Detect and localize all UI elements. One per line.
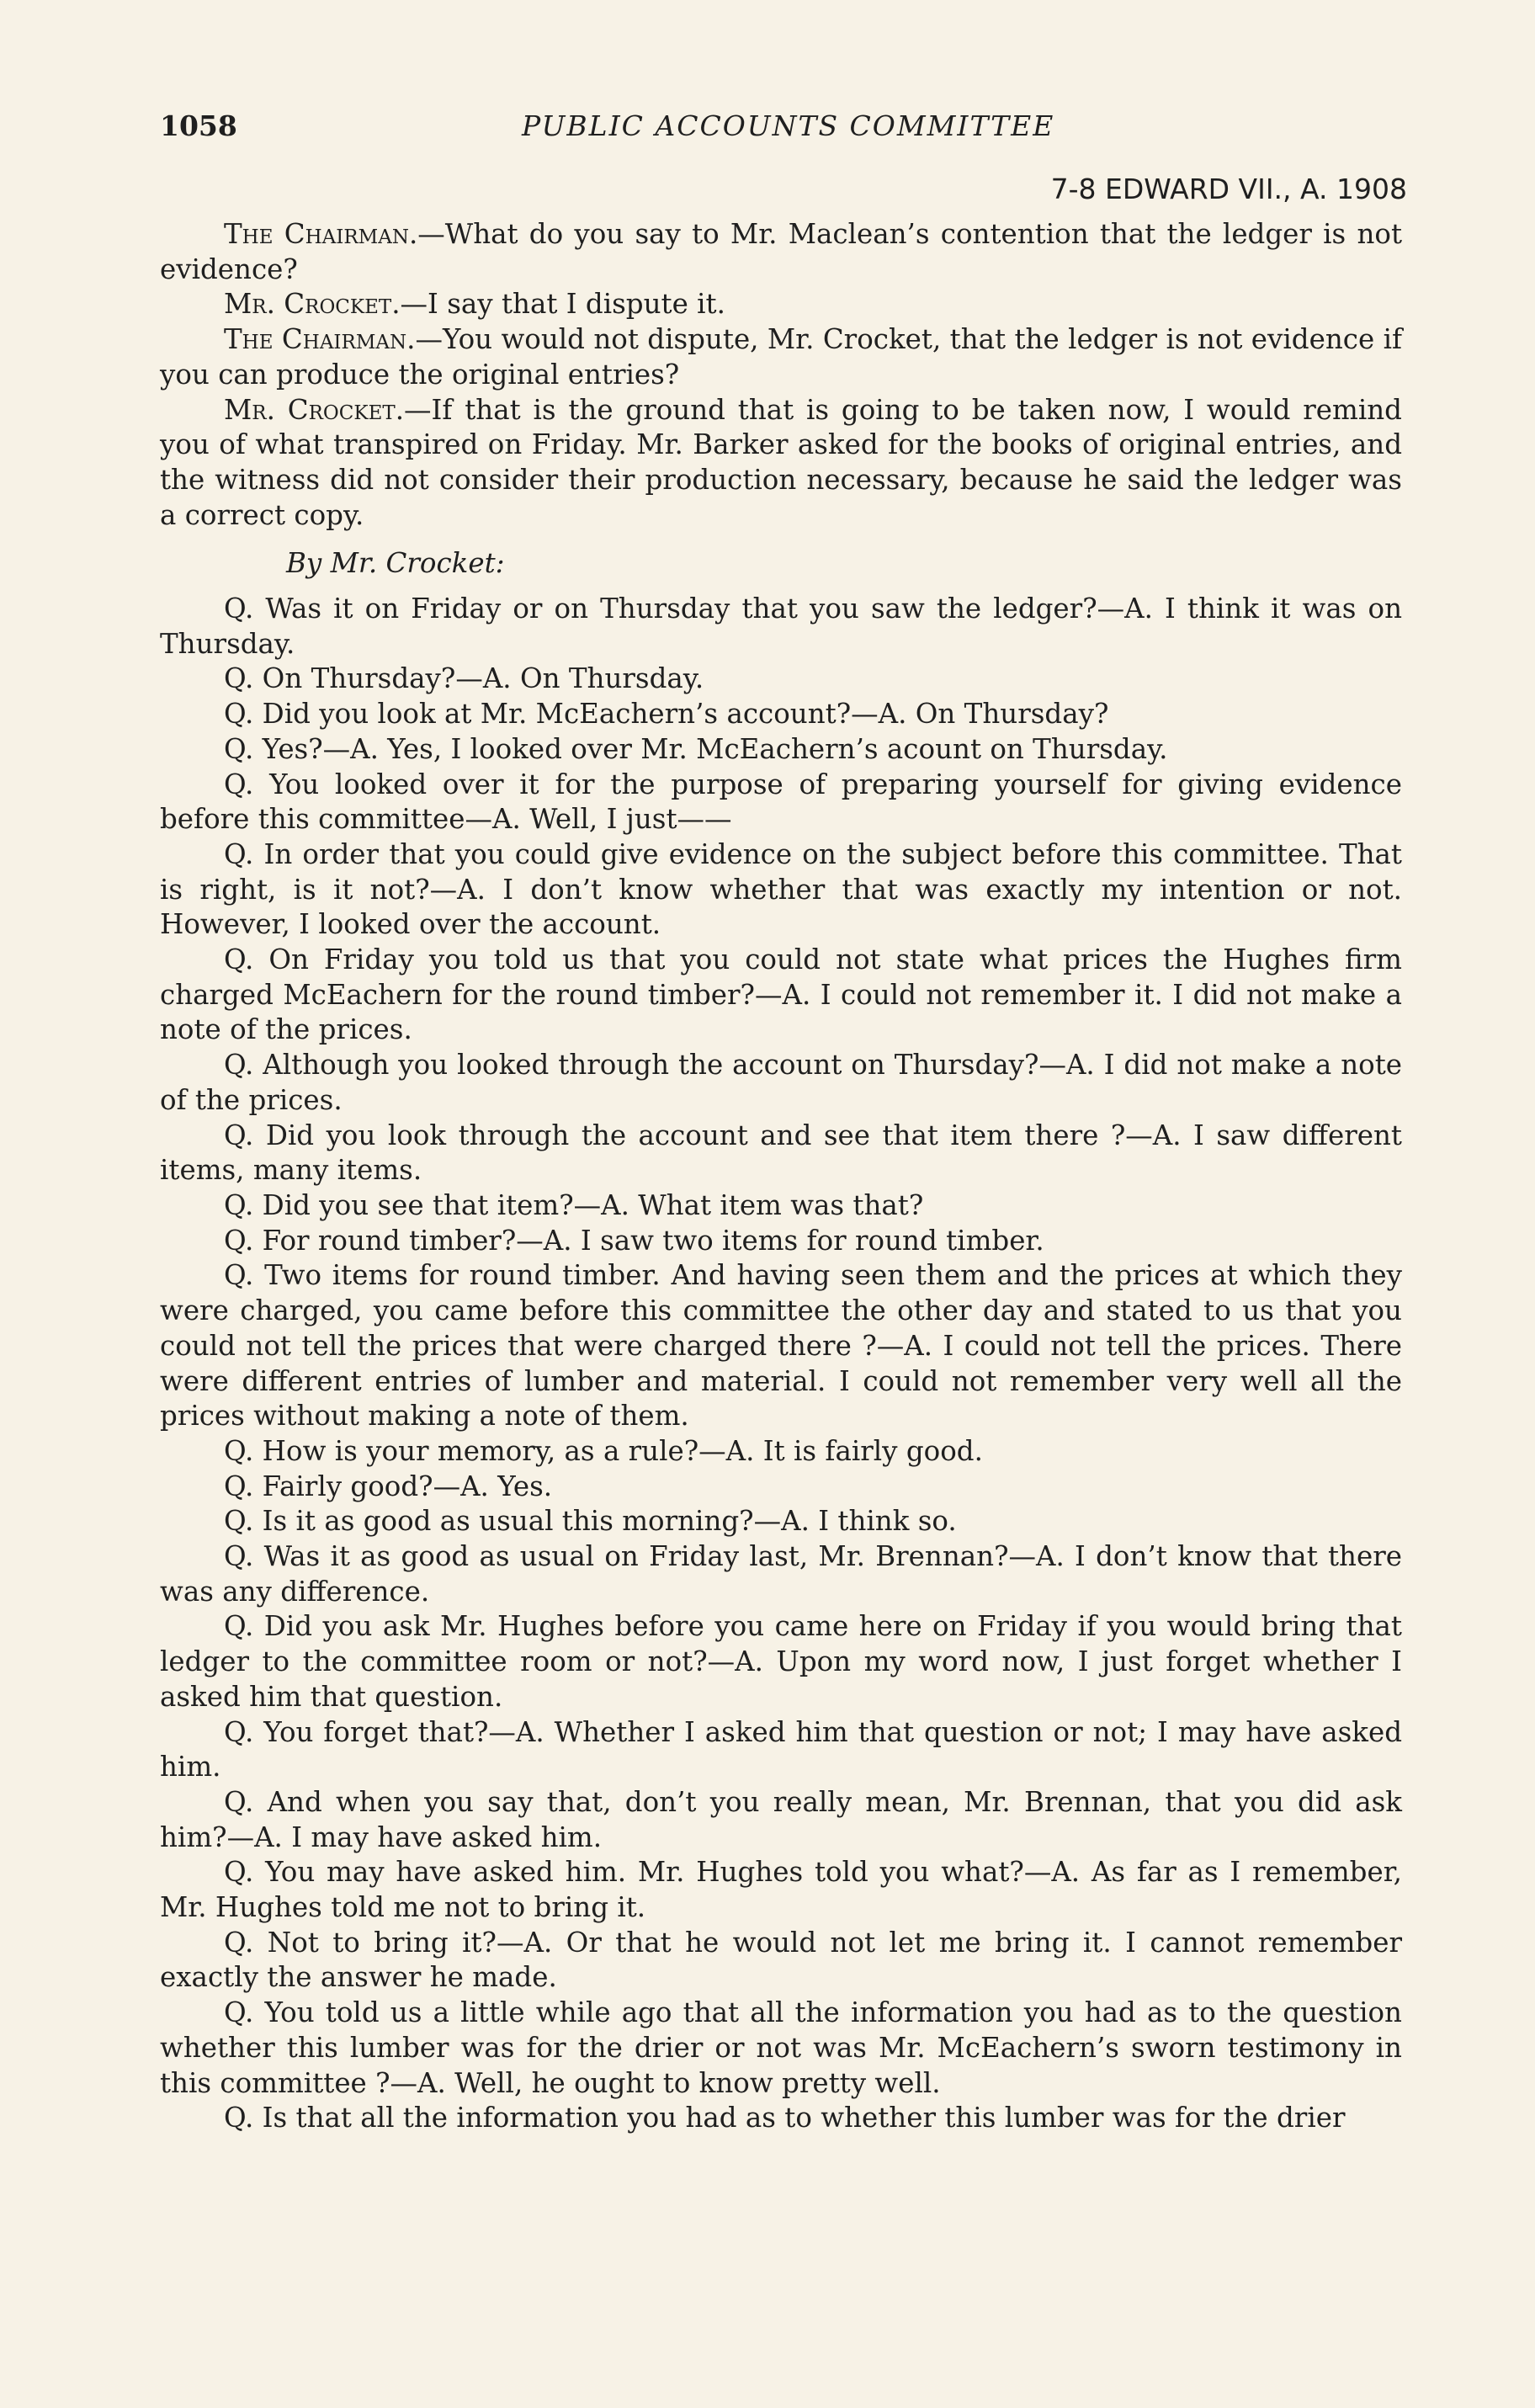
paragraph xyxy=(160,217,1402,287)
qa-paragraph: Q. Not to bring it?—A. Or that he would not let me bring it. I cannot remember exactly the answer he made. xyxy=(160,1926,1402,1994)
qa-paragraph: Q. Yes?—A. Yes, I looked over Mr. McEachern’s acount on Thursday. xyxy=(224,732,1168,765)
page-body xyxy=(160,217,1402,2136)
paragraph-text: .—If that is the ground that is going to be taken now, I would remind you of what transpired on Friday. Mr. Barker asked for the books of original entries, and the witness did not consider their production necessary, because he said the ledger was a correct copy. xyxy=(160,393,1402,531)
qa-paragraph: Q. Is that all the information you had as to whether this lumber was for the drier xyxy=(224,2102,1346,2134)
qa-paragraph: Q. You forget that?—A. Whether I asked him that question or not; I may have asked him. xyxy=(160,1715,1402,1783)
qa-paragraph: Q. Did you look through the account and see that item there ?—A. I saw different items, many items. xyxy=(160,1119,1402,1187)
paragraph-text: .—You would not dispute, Mr. Crocket, that the ledger is not evidence if you can produce the original entries? xyxy=(160,323,1402,391)
qa-paragraph: Q. In order that you could give evidence on the subject before this committee. That is right, is it not?—A. I don’t know whether that was exactly my intention or not. However, I looked over the account. xyxy=(160,837,1402,941)
qa-paragraph: Q. You may have asked him. Mr. Hughes told you what?—A. As far as I remember, Mr. Hughes told me not to bring it. xyxy=(160,1856,1402,1924)
qa-paragraph: Q. Was it on Friday or on Thursday that you saw the ledger?—A. I think it was on Thursday. xyxy=(160,593,1402,660)
qa-paragraph: Q. Was it as good as usual on Friday last, Mr. Brennan?—A. I don’t know that there was any difference. xyxy=(160,1540,1402,1608)
speaker-name: The Chairman xyxy=(224,218,409,250)
section-heading: By Mr. Crocket: xyxy=(286,547,505,580)
qa-paragraph: Q. Although you looked through the account on Thursday?—A. I did not make a note of the prices. xyxy=(160,1049,1402,1116)
paragraph xyxy=(160,287,1402,322)
qa-paragraph: Q. You looked over it for the purpose of preparing yourself for giving evidence before this committee—A. Well, I just—— xyxy=(160,768,1402,836)
speaker-name: Mr. Crocket xyxy=(224,288,392,321)
qa-paragraph: Q. Is it as good as usual this morning?—A. I think so. xyxy=(224,1505,957,1538)
qa-paragraph: Q. For round timber?—A. I saw two items for round timber. xyxy=(224,1224,1044,1257)
running-title: PUBLIC ACCOUNTS COMMITTEE xyxy=(522,109,1055,142)
qa-paragraph: Q. On Friday you told us that you could not state what prices the Hughes firm charged McEachern for the round timber?—A. I could not remember it. I did not make a note of the prices. xyxy=(160,944,1402,1046)
session-info: 7-8 EDWARD VII., A. 1908 xyxy=(1050,173,1407,205)
speaker-name: The Chairman xyxy=(224,323,407,356)
qa-paragraph: Q. And when you say that, don’t you really mean, Mr. Brennan, that you did ask him?—A. I may have asked him. xyxy=(160,1785,1402,1853)
qa-paragraph: Q. Fairly good?—A. Yes. xyxy=(224,1470,553,1502)
qa-paragraph: Q. On Thursday?—A. On Thursday. xyxy=(224,662,704,695)
page-number: 1058 xyxy=(160,109,237,142)
paragraph xyxy=(160,393,1402,534)
qa-paragraph: Q. Did you look at Mr. McEachern’s account?—A. On Thursday? xyxy=(224,698,1109,731)
qa-paragraph: Q. Did you ask Mr. Hughes before you came here on Friday if you would bring that ledger to the committee room or not?—A. Upon my word now, I just forget whether I asked him that question. xyxy=(160,1610,1402,1713)
qa-paragraph: Q. Did you see that item?—A. What item was that? xyxy=(224,1188,924,1221)
qa-paragraph: Q. How is your memory, as a rule?—A. It is fairly good. xyxy=(224,1434,983,1467)
paragraph-text: .—I say that I dispute it. xyxy=(391,288,725,321)
qa-paragraph: Q. Two items for round timber. And having seen them and the prices at which they were charged, you came before this committee the other day and stated to us that you could not tell the prices that were charged there ?—A. I could not tell the prices. There were different entries of lumber and material. I could not remember very well all the prices without making a note of them. xyxy=(160,1259,1402,1433)
qa-paragraph: Q. You told us a little while ago that all the information you had as to the question whether this lumber was for the drier or not was Mr. McEachern’s sworn testimony in this committee ?—A. Well, he ought to know pretty well. xyxy=(160,1996,1402,2099)
paragraph xyxy=(160,322,1402,392)
paragraph-text: .—What do you say to Mr. Maclean’s contention that the ledger is not evidence? xyxy=(160,218,1402,285)
speaker-name: Mr. Crocket xyxy=(224,393,396,426)
